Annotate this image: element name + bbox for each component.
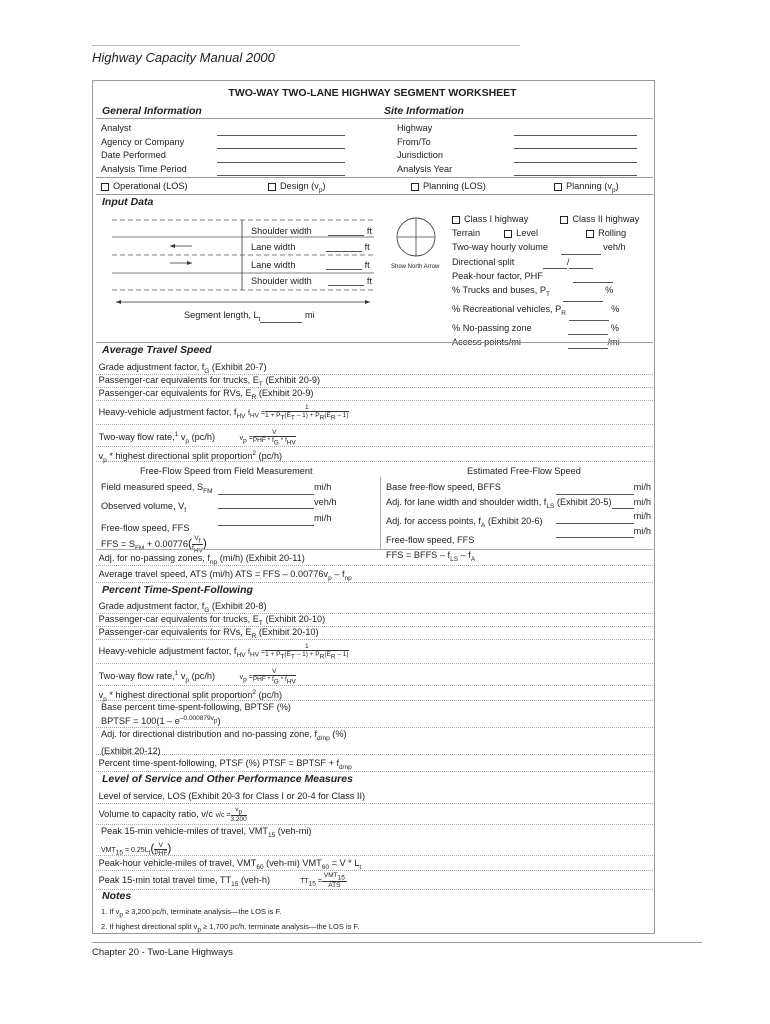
ptsf-adj-row: Adj. for directional distribution and no-passing zone, $f_{d/np}$ (%) (Exhibit 20-12) xyxy=(96,728,653,755)
ptsf-flow-row: Two-way flow rate,$^1$ $v_p$ (pc/h) $v_p$ = $\frac{V}{PHF * f_G * f_{HV}}$ xyxy=(96,663,653,686)
planning-los-checkbox[interactable]: Planning (LOS) xyxy=(411,181,486,191)
ats-rvs-row: Passenger-car equivalents for RVs, $E_R$ (Exhibit 20-9) xyxy=(96,387,653,401)
ats-np-row: Adj. for no-passing zones, $f_{np}$ (mi/h) (Exhibit 20-11) xyxy=(96,551,653,566)
design-checkbox[interactable]: Design $(v_p)$ xyxy=(268,181,326,194)
highway-label: Highway xyxy=(397,123,433,133)
ptsf-base-row: Base percent time-spent-following, BPTSF (%) BPTSF = $100(1 - e^{-0.000879v_p})$ xyxy=(96,701,653,728)
ptsf-grade-row: Grade adjustment factor, $f_G$ (Exhibit 20-8) xyxy=(96,600,653,614)
ffs-est-field[interactable] xyxy=(556,529,634,538)
ats-trucks-row: Passenger-car equivalents for trucks, $E_T$ (Exhibit 20-9) xyxy=(96,374,653,388)
shoulder-width-top: Shoulder width ft xyxy=(251,226,373,236)
notes-list xyxy=(101,906,359,935)
field-speed-field[interactable] xyxy=(218,486,314,495)
date-field[interactable] xyxy=(217,154,345,163)
note-2: 2. If highest directional split $v_p \ge 1,700$ pc/h, terminate analysis—the LOS is F. xyxy=(101,921,360,933)
agency-field[interactable] xyxy=(217,140,345,149)
time-period-label: Analysis Time Period xyxy=(101,163,187,174)
ats-split-row: $v_p$ * highest directional split proportion$^2$ (pc/h) xyxy=(96,446,653,462)
site-fields xyxy=(397,122,452,176)
analysis-year-label: Analysis Year xyxy=(397,163,453,174)
observed-volume-field[interactable] xyxy=(218,500,314,509)
general-fields xyxy=(101,122,187,176)
from-to-field[interactable] xyxy=(514,140,637,149)
los-row: Level of service, LOS (Exhibit 20-3 for Class I or 20-4 for Class II) xyxy=(96,789,653,804)
input-right-column: Class I highway Class II highway Terrain Level Rolling Two-way hourly volume veh/h Directional split / Peak-hour factor, PHF % Trucks and buses, $P_T$ % % Recreational vehicles, $P_R$ % % No-passing zone % Access points/mi /mi xyxy=(452,212,639,349)
segment-length: Segment length, $L_t$ mi xyxy=(184,310,315,323)
jurisdiction-label: Jurisdiction xyxy=(397,150,443,160)
analysis-year-field[interactable] xyxy=(514,167,637,176)
analyst-label: Analyst xyxy=(101,123,132,133)
agency-label: Agency or Company xyxy=(101,136,185,147)
ptsf-result-row: Percent time-spent-following, PTSF (%) PTSF = BPTSF + $f_{d/np}$ xyxy=(96,755,653,772)
ptsf-split-row: $v_p$ * highest directional split proportion$^2$ (pc/h) xyxy=(96,685,653,701)
lane-width-top: Lane width ft xyxy=(251,242,370,252)
bffs-field[interactable] xyxy=(556,486,634,495)
fls-field[interactable] xyxy=(612,500,634,509)
site-information-heading: Site Information xyxy=(384,105,464,117)
ptsf-rvs-row: Passenger-car equivalents for RVs, $E_R$ (Exhibit 20-10) xyxy=(96,626,653,640)
ats-flow-row: Two-way flow rate,$^1$ $v_p$ (pc/h) $v_p$ = $\frac{V}{PHF * f_G * f_{HV}}$ xyxy=(96,424,653,447)
average-travel-speed-heading: Average Travel Speed xyxy=(102,344,212,356)
tt-row: Peak 15-min total travel time, $TT_{15}$ (veh-h) $TT_{15}$ = $\frac{VMT_{15}}{\text{ATS}}$ xyxy=(96,871,653,890)
ffs-estimated-column: Base free-flow speed, BFFS Adj. for lane width and shoulder width, $f_{LS}$ (Exhibit 20-5) Adj. for access points, $f_A$ (Exhibit 20-6) Free-flow speed, FFS FFS = BFFS – $f_{LS} - f_A$ xyxy=(386,482,612,563)
notes-heading: Notes xyxy=(102,890,132,902)
highway-field[interactable] xyxy=(514,127,637,136)
vc-row: Volume to capacity ratio, v/c v/c = $\frac{v_p}{3,200}$ xyxy=(96,804,653,825)
analyst-field[interactable] xyxy=(217,127,345,136)
fa-field[interactable] xyxy=(556,515,634,524)
ptsf-heading: Percent Time-Spent-Following xyxy=(102,584,253,596)
worksheet-title: TWO-WAY TWO-LANE HIGHWAY SEGMENT WORKSHEET xyxy=(228,87,517,99)
planning-vp-checkbox[interactable]: Planning $(v_p)$ xyxy=(554,181,619,194)
vmt15-row: Peak 15-min vehicle-miles of travel, $VMT_{15}$ (veh-mi) $VMT_{15} = 0.25L_t$( $\frac{V}{\text{PHF}}$ ) xyxy=(96,825,653,856)
ats-result-row: Average travel speed, ATS (mi/h) ATS = FFS – $0.00776v_p - f_{np}$ xyxy=(96,566,653,583)
ptsf-hv-row: Heavy-vehicle adjustment factor, $f_{HV}$ $f_{HV}$ = $\frac{1}{1 + P_T(E_T - 1) + P_R(E_R - 1)}$ xyxy=(96,639,653,664)
jurisdiction-field[interactable] xyxy=(514,154,637,163)
ffs-field[interactable] xyxy=(218,517,314,526)
date-label: Date Performed xyxy=(101,150,166,160)
from-to-label: From/To xyxy=(397,136,431,147)
note-1: 1. If $v_p \ge 3,200$ pc/h, terminate analysis—the LOS is F. xyxy=(101,907,282,919)
los-heading: Level of Service and Other Performance Measures xyxy=(102,773,353,785)
time-period-field[interactable] xyxy=(217,167,345,176)
lane-width-bottom: Lane width ft xyxy=(251,260,370,270)
shoulder-width-bottom: Shoulder width ft xyxy=(251,276,373,286)
general-information-heading: General Information xyxy=(102,105,202,117)
vmt60-row: Peak-hour vehicle-miles of travel, $VMT_{60}$ (veh-mi) $VMT_{60} = V * L_t$ xyxy=(96,856,653,871)
operational-checkbox[interactable]: Operational (LOS) xyxy=(101,181,188,191)
ats-hv-row: Heavy-vehicle adjustment factor, $f_{HV}$ $f_{HV}$ = $\frac{1}{1 + P_T(E_T - 1) + P_R(E_R - 1)}$ xyxy=(96,400,653,425)
north-arrow-compass xyxy=(395,216,439,260)
manual-title: Highway Capacity Manual 2000 xyxy=(92,50,275,65)
ffs-field-subheading: Free-Flow Speed from Field Measurement xyxy=(140,466,313,476)
ats-grade-row: Grade adjustment factor, $f_G$ (Exhibit 20-7) xyxy=(96,361,653,375)
input-data-heading: Input Data xyxy=(102,196,154,208)
north-arrow-label: Show North Arrow xyxy=(391,264,440,270)
header-rule xyxy=(92,45,520,46)
footer-chapter: Chapter 20 - Two-Lane Highways xyxy=(92,947,233,958)
ptsf-trucks-row: Passenger-car equivalents for trucks, $E_T$ (Exhibit 20-10) xyxy=(96,613,653,627)
ffs-estimated-subheading: Estimated Free-Flow Speed xyxy=(467,466,581,476)
ffs-field-column: Field measured speed, $S_{FM}$ Observed volume, $V_f$ Free-flow speed, FFS FFS = $S_{FM} + 0.00776$( $\frac{V_f}{f_{HV}}$ ) xyxy=(101,482,213,555)
